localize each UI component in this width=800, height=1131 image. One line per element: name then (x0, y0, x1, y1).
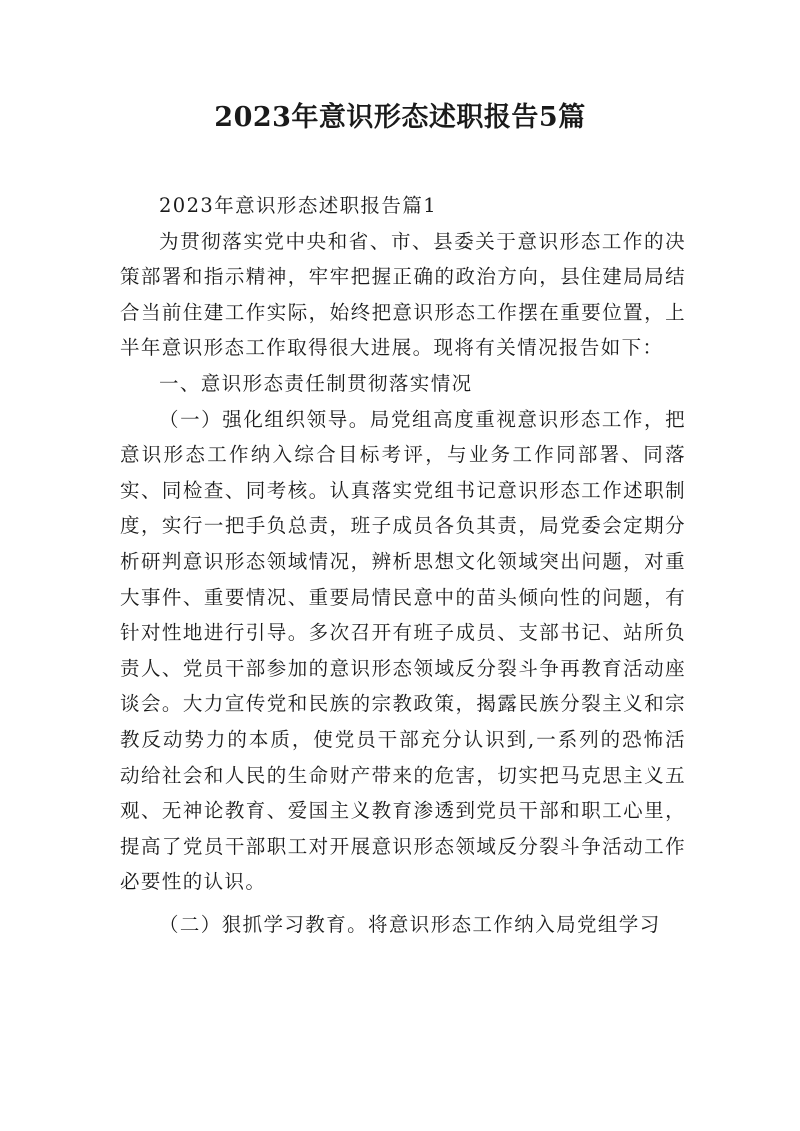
document-body (120, 188, 686, 942)
body-paragraph: （一）强化组织领导。局党组高度重视意识形态工作，把意识形态工作纳入综合目标考评，与业务工作同部署、同落实、同检查、同考核。认真落实党组书记意识形态工作述职制度，实行一把手负总责，班子成员各负其责，局党委会定期分析研判意识形态领域情况，辨析思想文化领域突出问题，对重大事件、重要情况、重要局情民意中的苗头倾向性的问题，有针对性地进行引导。多次召开有班子成员、支部书记、站所负责人、党员干部参加的意识形态领域反分裂斗争再教育活动座谈会。大力宣传党和民族的宗教政策，揭露民族分裂主义和宗教反动势力的本质，使党员干部充分认识到,一系列的恐怖活动给社会和人民的生命财产带来的危害，切实把马克思主义五观、无神论教育、爱国主义教育渗透到党员干部和职工心里，提高了党员干部职工对开展意识形态领域反分裂斗争活动工作必要性的认识。 (120, 407, 686, 894)
part-heading: 一、意识形态责任制贯彻落实情况 (159, 371, 473, 395)
intro-paragraph: 为贯彻落实党中央和省、市、县委关于意识形态工作的决策部署和指示精神，牢牢把握正确的政治方向，县住建局局结合当前住建工作实际，始终把意识形态工作摆在重要位置，上半年意识形态工作取得很大进展。现将有关情况报告如下： (120, 229, 686, 360)
body-paragraph: （二）狠抓学习教育。将意识形态工作纳入局党组学习 (159, 912, 661, 936)
document-title: 2023年意识形态述职报告5篇 (214, 102, 586, 133)
section-heading: 2023年意识形态述职报告篇1 (159, 194, 438, 217)
